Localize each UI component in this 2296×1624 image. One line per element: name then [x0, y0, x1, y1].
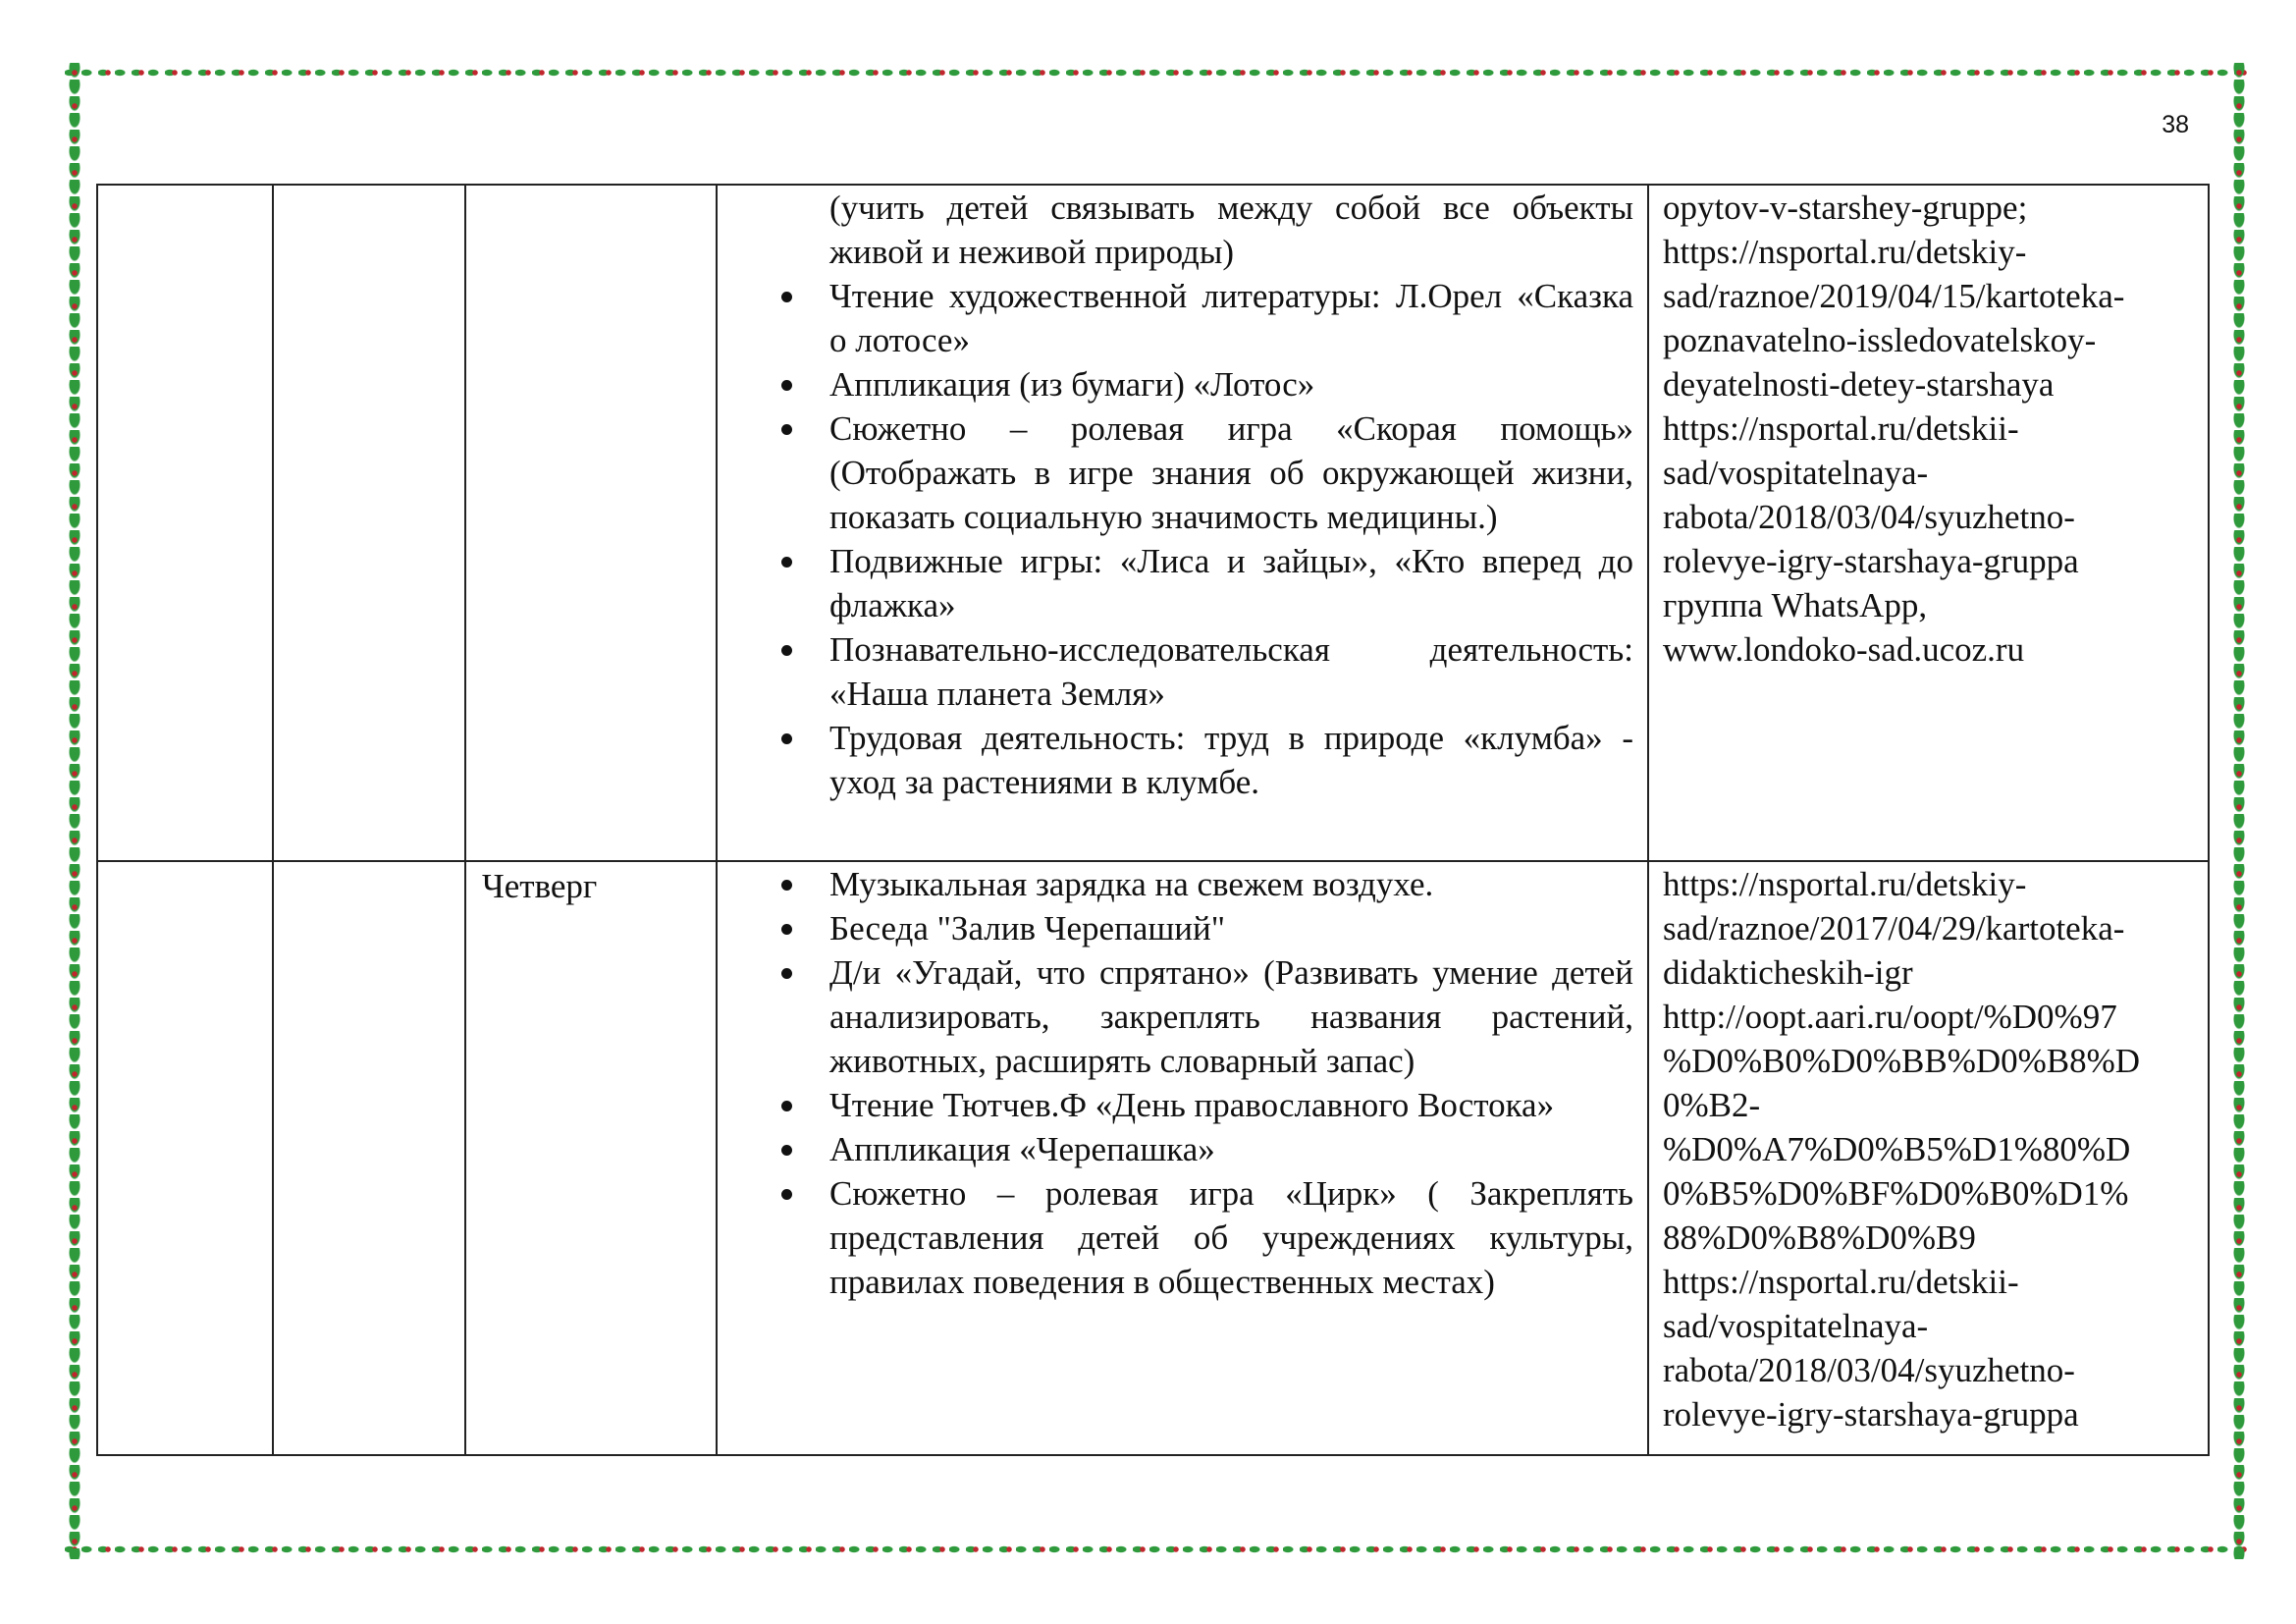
activity-item: Сюжетно – ролевая игра «Скорая помощь» (Отображать в игре знания об окружающей жизни, показать социальную значимость медицины.) — [718, 406, 1633, 539]
table-row — [97, 861, 2209, 1455]
resource-link[interactable]: %D0%B0%D0%BB%D0%B8%D — [1663, 1042, 2141, 1080]
holly-border-top — [65, 63, 2249, 82]
resource-link[interactable]: didakticheskih-igr — [1663, 953, 1913, 992]
table-row — [97, 185, 2209, 861]
resource-link[interactable]: 88%D0%B8%D0%B9 — [1663, 1218, 1976, 1257]
holly-border-left — [65, 63, 84, 1559]
resource-link[interactable]: sad/vospitatelnaya- — [1663, 454, 1929, 492]
activity-item: Сюжетно – ролевая игра «Цирк» ( Закреплять представления детей об учреждениях культуры, правилах поведения в общественных местах) — [718, 1171, 1633, 1304]
table-cell-empty — [97, 185, 273, 861]
resource-link[interactable]: sad/raznoe/2019/04/15/kartoteka- — [1663, 277, 2125, 315]
resource-link[interactable]: https://nsportal.ru/detskii- — [1663, 1263, 2019, 1301]
page-number: 38 — [2162, 111, 2189, 138]
resource-link[interactable]: deyatelnosti-detey-starshaya — [1663, 365, 2055, 404]
resource-link[interactable]: http://oopt.aari.ru/oopt/%D0%97 — [1663, 998, 2117, 1036]
resource-link[interactable]: sad/raznoe/2017/04/29/kartoteka- — [1663, 909, 2125, 947]
resource-link[interactable]: 0%B5%D0%BF%D0%B0%D1% — [1663, 1174, 2129, 1213]
resources-cell — [1648, 185, 2209, 861]
activity-item: Беседа "Залив Черепаший" — [718, 906, 1633, 950]
activity-item: Подвижные игры: «Лиса и зайцы», «Кто вперед до флажка» — [718, 539, 1633, 627]
activity-item: Аппликация «Черепашка» — [718, 1127, 1633, 1171]
resource-link[interactable]: %D0%A7%D0%B5%D1%80%D — [1663, 1130, 2131, 1168]
activities-cell — [717, 861, 1648, 1455]
activity-item: Д/и «Угадай, что спрятано» (Развивать умение детей анализировать, закреплять названия растений, животных, расширять словарный запас) — [718, 950, 1633, 1083]
holly-border-bottom — [65, 1540, 2249, 1559]
activities-cell — [717, 185, 1648, 861]
resource-link[interactable]: rabota/2018/03/04/syuzhetno- — [1663, 498, 2075, 536]
resource-link[interactable]: rolevye-igry-starshaya-gruppa — [1663, 1395, 2079, 1434]
resource-link[interactable]: 0%B2- — [1663, 1086, 1761, 1124]
resource-link[interactable]: rolevye-igry-starshaya-gruppa — [1663, 542, 2079, 580]
activity-item: (учить детей связывать между собой все объекты живой и неживой природы) — [829, 189, 1633, 271]
day-cell: Четверг — [465, 861, 717, 1455]
activity-item: Трудовая деятельность: труд в природе «клумба» - уход за растениями в клумбе. — [718, 716, 1633, 804]
activity-item: Музыкальная зарядка на свежем воздухе. — [718, 862, 1633, 906]
resources-cell — [1648, 861, 2209, 1455]
activities-list — [718, 186, 1633, 804]
resource-link[interactable]: https://nsportal.ru/detskiy- — [1663, 865, 2027, 903]
day-cell — [465, 185, 717, 861]
activity-table — [96, 184, 2210, 1456]
table-cell-empty — [97, 861, 273, 1455]
resource-link[interactable]: poznavatelno-issledovatelskoy- — [1663, 321, 2097, 359]
resource-link[interactable]: rabota/2018/03/04/syuzhetno- — [1663, 1351, 2075, 1389]
resource-link[interactable]: https://nsportal.ru/detskiy- — [1663, 233, 2027, 271]
resource-link[interactable]: https://nsportal.ru/detskii- — [1663, 409, 2019, 448]
resource-link[interactable]: www.londoko-sad.ucoz.ru — [1663, 630, 2025, 669]
resource-link[interactable]: sad/vospitatelnaya- — [1663, 1307, 1929, 1345]
activities-list — [718, 862, 1633, 1304]
activity-item: Чтение Тютчев.Ф «День православного Востока» — [718, 1083, 1633, 1127]
activity-item: Познавательно-исследовательская деятельность: «Наша планета Земля» — [718, 627, 1633, 716]
table-cell-empty — [273, 185, 465, 861]
table-cell-empty — [273, 861, 465, 1455]
activity-item: Чтение художественной литературы: Л.Орел «Сказка о лотосе» — [718, 274, 1633, 362]
holly-border-right — [2229, 63, 2249, 1559]
activity-item: Аппликация (из бумаги) «Лотос» — [718, 362, 1633, 406]
resource-link[interactable]: opytov-v-starshey-gruppe; — [1663, 189, 2028, 227]
resource-text: группа WhatsApp, — [1663, 586, 1928, 624]
